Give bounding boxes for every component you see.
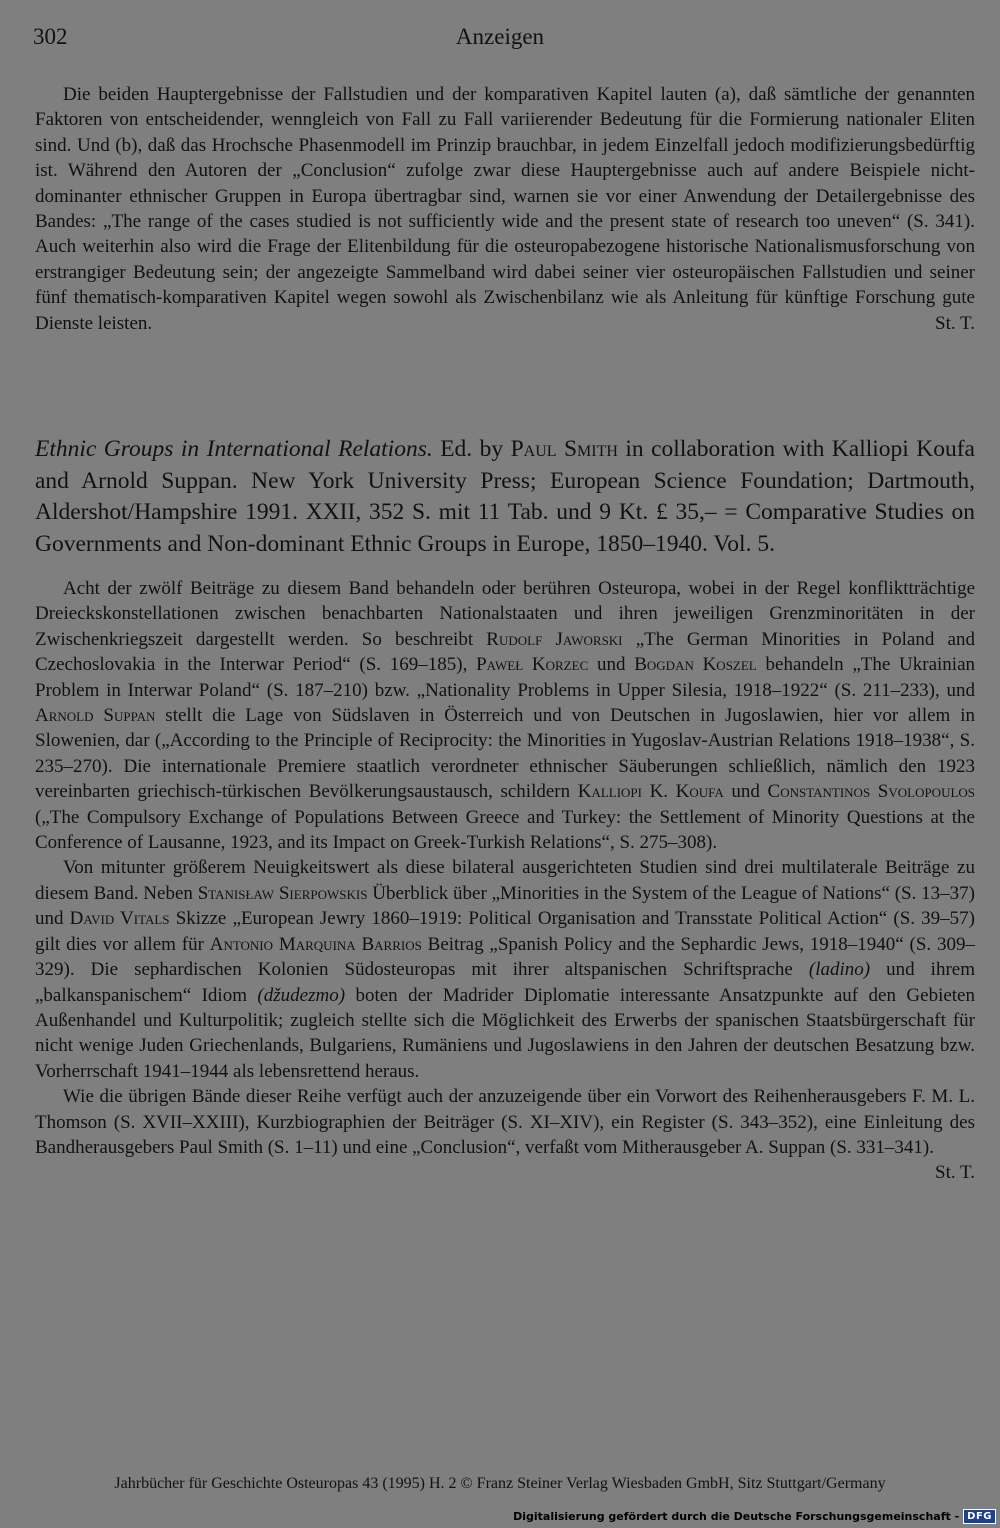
digitization-credit (513, 1507, 996, 1525)
author-name: David Vitals (69, 908, 170, 930)
running-head: Anzeigen (455, 24, 545, 49)
author-name: Rudolf Jaworski (486, 628, 623, 650)
text-run: Acht der zwölf Beiträge zu diesem Band behandeln oder berühren Osteuropa, wobei in der Regel konfliktträchtige Dreieckskonstellationen zwischen benachbarten Nationalstaaten und ihren jeweiligen Grenzminoritäten in der Zwischenkriegszeit dargestellt werden. So beschreibt (35, 578, 975, 650)
previous-review-end (35, 82, 975, 336)
previous-review-paragraph: Die beiden Hauptergebnisse der Fallstudien und der komparativen Kapitel lauten (a), daß sämtliche der genannten Faktoren von entscheidender, wenngleich von Fall zu Fall variierender Bedeutung für die Formierung nationaler Eliten sind. Und (b), daß das Hrochsche Phasenmodell im Prinzip brauchbar, in jedem Einzelfall jedoch modifizierungsbedürftig ist. Während den Autoren der „Conclusion“ zufolge zwar diese Hauptergebnisse auch auf andere Beispiele nicht-dominanter ethnischer Gruppen in Europa übertragbar sind, warnen sie vor einer Anwendung der Detailergebnisse des Bandes: „The range of the cases studied is not sufficiently wide and the present state of research too uneven“ (S. 341). Auch weiterhin also wird die Frage der Elitenbildung für die osteuropabezogene historische Nationalismusforschung von erstrangiger Bedeutung sein; der angezeigte Sammelband wird dabei seiner vier osteuropäischen Fallstudien und seiner fünf thematisch-komparativen Kapitel wegen sowohl als Zwischenbilanz wie als Anleitung für künftige Forschung gute Dienste leisten. St. T. (35, 82, 975, 336)
text-run: Beitrag „Spanish Policy and the Sephardic Jews, 1918–1940“ (S. 309–329). Die sephardischen Kolonien Südosteuropas mit ihrer altspanischen Schriftsprache (35, 933, 975, 981)
review-signature: St. T. (935, 1162, 975, 1184)
text-run: „The German Minorities in Poland and Czechoslovakia in the Interwar Period“ (S. 169–185), (35, 628, 975, 676)
author-name: Arnold Suppan (35, 705, 156, 727)
text-run: Skizze „European Jewry 1860–1919: Political Organisation and Transstate Political Action“ (S. 39–57) gilt dies vor allem für (35, 908, 976, 955)
author-name: Antonio Marquina Barrios (209, 933, 422, 955)
review-paragraph-3: Wie die übrigen Bände dieser Reihe verfügt auch der anzuzeigende über ein Vorwort des Reihenherausgebers F. M. L. Thomson (S. XVII–XXIII), Kurzbiographien der Beiträger (S. XI–XIV), ein Register (S. 343–352), eine Einleitung des Bandherausgebers Paul Smith (S. 1–11) und eine „Conclusion“, verfaßt vom Mitherausgeber A. Suppan (S. 331–341). St. T. (35, 1084, 975, 1160)
text-run: und (723, 781, 768, 803)
review-bibliographic-details: in collaboration with Kalliopi Koufa and Arnold Suppan. New York University Press; European Science Foundation; Dartmouth, Aldershot/Hampshire 1991. XXII, 352 S. mit 11 Tab. und 9 Kt. £ 35,– = Comparative Studies on Governments and Non-dominant Ethnic Groups in Europe, 1850–1940. Vol. 5. (35, 436, 975, 557)
review-bibliographic-header: Ethnic Groups in International Relations. Ed. by Paul Smith in collaboration with Kalliopi Koufa and Arnold Suppan. New York University Press; European Science Foundation; Dartmouth, Aldershot/Hampshire 1991. XXII, 352 S. mit 11 Tab. und 9 Kt. £ 35,– = Comparative Studies on Governments and Non-dominant Ethnic Groups in Europe, 1850–1940. Vol. 5. (35, 436, 975, 557)
author-name: Kalliopi K. Koufa (577, 781, 724, 803)
review-paragraph-2 (35, 855, 975, 1084)
dfg-logo-icon: DFG (963, 1509, 996, 1524)
review-editor-name: Paul Smith (510, 436, 618, 462)
review-paragraph-1 (35, 576, 975, 855)
author-name: Bogdan Koszel (634, 654, 757, 676)
italic-term: (džudezmo) (257, 984, 346, 1006)
italic-term: (ladino) (808, 959, 871, 981)
page-number: 302 (33, 24, 68, 49)
text-run: und (588, 654, 635, 676)
author-name: Stanisław Sierpowskis (197, 882, 368, 904)
text-run: Von mitunter größerem Neuigkeitswert als diese bilateral ausgerichteten Studien sind drei multilaterale Beiträge zu diesem Band. Neben (35, 857, 975, 904)
text-run: boten der Madrider Diplomatie interessante Ansatzpunkte auf den Gebieten Außenhandel und Kulturpolitik; zugleich stellte sich die Möglichkeit des Erwerbs der spanischen Staatsbürgerschaft für nicht wenige Juden Griechenlands, Bulgariens, Rumäniens und Jugoslawiens in den Jahren der deutschen Besatzung bzw. Vorherrschaft 1941–1944 als lebensrettend heraus. (35, 984, 975, 1082)
author-name: Constantinos Svolopoulos (767, 781, 976, 803)
previous-review-signature: St. T. (935, 312, 975, 334)
text-run: stellt die Lage von Südslaven in Österreich und von Deutschen in Jugoslawien, hier vor allem in Slowenien, dar („According to the Principle of Reciprocity: the Minorities in Yugoslav-Austrian Relations 1918–1938“, S. 235–270). Die internationale Premiere staatlich verordneter ethnischer Säuberungen schließlich, nämlich den 1923 vereinbarten griechisch-türkischen Bevölkerungsaustausch, schildern (35, 705, 976, 803)
review-entry (35, 434, 975, 1186)
author-name: Paweł Korzec (476, 654, 589, 676)
digitization-text: Digitalisierung gefördert durch die Deutsche Forschungsgemeinschaft - (513, 1509, 960, 1523)
text-run: („The Compulsory Exchange of Populations Between Greece and Turkey: the Settlement of Minority Questions at the Conference of Lausanne, 1923, and its Impact on Greek-Turkish Relations“, S. 275–308). (35, 806, 975, 854)
journal-footer: Jahrbücher für Geschichte Osteuropas 43 (1995) H. 2 © Franz Steiner Verlag Wiesbaden GmbH, Sitz Stuttgart/Germany (114, 1475, 886, 1492)
text-run: und ihrem „balkanspanischem“ Idiom (35, 959, 975, 1006)
review-book-title: Ethnic Groups in International Relations. (35, 436, 433, 462)
text-run: behandeln „The Ukrainian Problem in Interwar Poland“ (S. 187–210) bzw. „Nationality Problems in Upper Silesia, 1918–1922“ (S. 211–233), und (35, 654, 976, 701)
text-run: Überblick über „Minorities in the System of the League of Nations“ (S. 13–37) und (35, 882, 975, 930)
